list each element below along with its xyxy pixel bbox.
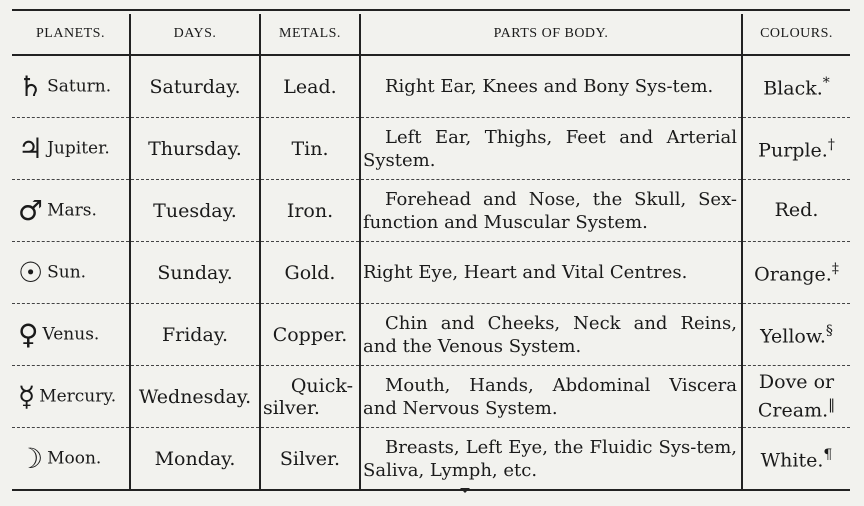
planet-cell: [12, 242, 130, 304]
colour-text: Orange.: [754, 263, 832, 286]
top-rule: [12, 9, 850, 11]
colour-cell: [742, 118, 850, 180]
sun-icon: ☉: [18, 256, 44, 289]
header-parts: PARTS OF BODY.: [360, 14, 742, 55]
colour-cell: [742, 55, 850, 118]
parts-cell: [360, 118, 742, 180]
colour-cell: [742, 242, 850, 304]
jupiter-icon: ♃: [18, 132, 44, 165]
table-row: [12, 118, 850, 180]
table-row: [12, 242, 850, 304]
planet-name: Jupiter.: [47, 138, 110, 159]
colour-text: White.: [760, 449, 824, 472]
metal-cell: Lead.: [260, 55, 360, 118]
header-metals: METALS.: [260, 14, 360, 55]
metal-cell: Iron.: [260, 180, 360, 242]
colour-cell: [742, 428, 850, 491]
colour-cell: [742, 180, 850, 242]
parts-text: Breasts, Left Eye, the Fluidic Sys-tem, Saliva, Lymph, etc.: [363, 436, 737, 481]
planet-cell: [12, 366, 130, 428]
correspondence-table: [12, 14, 850, 491]
metal-line-1: Quick-: [290, 374, 353, 397]
footnote-mark: ¶: [823, 447, 833, 464]
day-cell: Wednesday.: [130, 366, 260, 428]
footnote-mark: §: [825, 323, 833, 340]
parts-text: Right Ear, Knees and Bony Sys-tem.: [385, 76, 714, 97]
planet-cell: [12, 118, 130, 180]
planet-name: Sun.: [47, 262, 87, 283]
parts-text: Chin and Cheeks, Neck and Reins, and the Venous System.: [363, 312, 737, 357]
planet-cell: [12, 180, 130, 242]
colour-text: Purple.: [758, 139, 828, 162]
planet-name: Venus.: [42, 324, 100, 345]
colour-line-1: Dove or: [758, 370, 835, 393]
day-cell: Thursday.: [130, 118, 260, 180]
planet-name: Mars.: [47, 200, 97, 221]
metal-line-2: silver.: [263, 396, 320, 419]
planet-name: Mercury.: [39, 386, 117, 407]
parts-text: Right Eye, Heart and Vital Centres.: [363, 262, 688, 283]
planet-name: Saturn.: [47, 76, 112, 97]
table-row: [12, 304, 850, 366]
colour-cell: [742, 366, 850, 428]
parts-text: Forehead and Nose, the Skull, Sex-function and Muscular System.: [363, 188, 737, 233]
parts-cell: [360, 428, 742, 491]
day-cell: Monday.: [130, 428, 260, 491]
table-row: [12, 366, 850, 428]
parts-cell: [360, 180, 742, 242]
colour-text: Yellow.: [760, 325, 826, 348]
venus-icon: ♀: [18, 318, 39, 351]
planet-cell: [12, 55, 130, 118]
day-cell: Tuesday.: [130, 180, 260, 242]
header-days: DAYS.: [130, 14, 260, 55]
mars-icon: ♂: [18, 194, 44, 227]
footnote-mark: ‖: [828, 396, 836, 413]
planet-cell: [12, 304, 130, 366]
bottom-ornament: [460, 488, 470, 493]
moon-icon: ☽: [18, 442, 44, 475]
colour-cell: [742, 304, 850, 366]
metal-cell: Copper.: [260, 304, 360, 366]
parts-cell: [360, 55, 742, 118]
parts-cell: [360, 366, 742, 428]
parts-text: Left Ear, Thighs, Feet and Arterial System.: [363, 126, 737, 171]
saturn-icon: ♄: [18, 70, 44, 103]
mercury-icon: ☿: [18, 380, 36, 413]
header-colours: COLOURS.: [742, 14, 850, 55]
table-row: [12, 428, 850, 491]
colour-line-2: Cream.: [757, 399, 829, 422]
metal-cell: Silver.: [260, 428, 360, 491]
header-planets: PLANETS.: [12, 14, 130, 55]
day-cell: Saturday.: [130, 55, 260, 118]
table-row: [12, 180, 850, 242]
day-cell: Friday.: [130, 304, 260, 366]
colour-text: Black.: [763, 77, 823, 100]
footnote-mark: ‡: [831, 261, 839, 278]
table-row: [12, 55, 850, 118]
planet-name: Moon.: [47, 448, 102, 469]
parts-cell: [360, 242, 742, 304]
metal-cell: Gold.: [260, 242, 360, 304]
day-cell: Sunday.: [130, 242, 260, 304]
metal-cell: Tin.: [260, 118, 360, 180]
parts-text: Mouth, Hands, Abdominal Viscera and Nervous System.: [363, 374, 737, 419]
planet-cell: [12, 428, 130, 491]
header-row: [12, 14, 850, 55]
parts-cell: [360, 304, 742, 366]
metal-cell: [260, 366, 360, 428]
colour-text: Red.: [774, 199, 819, 221]
footnote-mark: †: [827, 137, 835, 154]
footnote-mark: *: [822, 75, 830, 92]
